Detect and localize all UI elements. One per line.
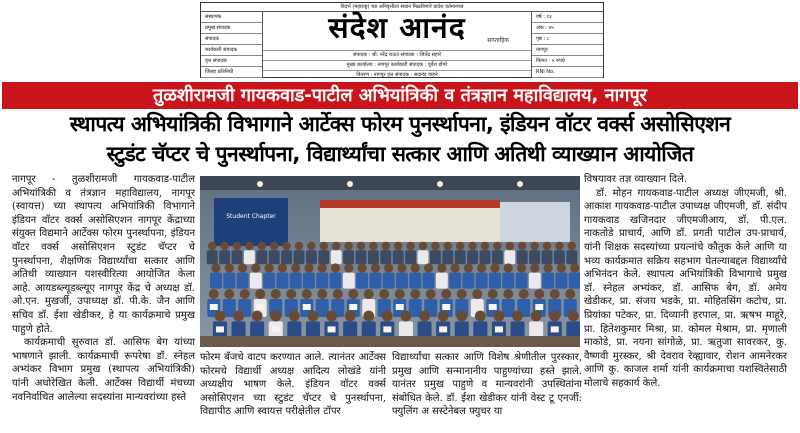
article-column-left <box>12 173 195 431</box>
event-group-photo <box>200 176 580 347</box>
person-head <box>320 242 328 250</box>
person-head <box>363 311 374 322</box>
person-body <box>393 250 404 264</box>
person-head <box>326 311 337 322</box>
person-head <box>503 289 513 299</box>
article-paragraph: कार्यक्रमाची सुरुवात डॉ. आसिफ बेग यांच्या भाषणाने झाली. कार्यक्रमाची रूपरेषा डॉ. स्नेहल अभ्यंकर विभाग प्रमुख (स्थापत्य अभियांत्रिकी) यांनी अधोरेखित केली. आर्टेक्स विद्यार्थी मंचच्या नवनिर्वाचित आलेल्या सदस्यांना मान्यवरांच्या हस्ते <box>12 337 195 403</box>
person-head <box>395 289 405 299</box>
person-body <box>232 250 243 264</box>
person-body <box>449 273 461 289</box>
person-head <box>441 289 451 299</box>
person-body <box>343 273 355 289</box>
certificate <box>495 326 503 332</box>
person-head <box>438 311 449 322</box>
person-head <box>475 311 486 322</box>
masthead-center <box>263 12 531 78</box>
person-head <box>358 263 367 272</box>
person-head <box>570 263 579 272</box>
person-body <box>436 273 448 289</box>
person-head <box>271 289 281 299</box>
person-head <box>382 311 393 322</box>
person-head <box>456 242 464 250</box>
person-body <box>542 273 554 289</box>
person-body <box>569 273 580 289</box>
person-head <box>220 242 228 250</box>
person-head <box>410 289 420 299</box>
person-head <box>302 289 312 299</box>
person-head <box>384 263 393 272</box>
person-body <box>554 250 565 264</box>
person-body <box>281 250 292 264</box>
person-head <box>240 289 250 299</box>
person-head <box>304 263 313 272</box>
person-head <box>477 263 486 272</box>
person-body <box>529 273 541 289</box>
person-body <box>517 250 528 264</box>
masthead-left-row: वृत्त संपादक <box>201 56 262 67</box>
person-head <box>490 263 499 272</box>
person-head <box>419 242 427 250</box>
person-body <box>480 250 491 264</box>
person-head <box>331 263 340 272</box>
person-head <box>209 289 219 299</box>
person-head <box>568 242 576 250</box>
person-head <box>519 289 529 299</box>
person-body <box>256 250 267 264</box>
person-head <box>456 311 467 322</box>
person-body <box>369 273 381 289</box>
masthead-left-row: कार्यकारी संपादक <box>201 45 262 56</box>
certificate <box>551 326 559 332</box>
person-body <box>516 273 528 289</box>
person-body <box>263 273 275 289</box>
certificate <box>216 326 224 332</box>
person-head <box>333 289 343 299</box>
person-head <box>307 242 315 250</box>
person-head <box>291 263 300 272</box>
masthead <box>200 2 604 78</box>
person-head <box>518 242 526 250</box>
masthead-credits <box>263 50 531 80</box>
masthead-credit-line: संपादक : श्री. नरेंद्र राऊत संपादक : जितेंद्र सहारे <box>263 50 531 60</box>
person-body <box>492 250 503 264</box>
person-head <box>504 263 513 272</box>
person-body <box>405 250 416 264</box>
person-head <box>464 263 473 272</box>
person-body <box>476 273 488 289</box>
person-head <box>317 289 327 299</box>
person-head <box>555 242 563 250</box>
person-body <box>383 273 395 289</box>
person-body <box>219 250 230 264</box>
person-body <box>356 273 368 289</box>
masthead-right-row: नागपूर <box>532 45 603 56</box>
person-body <box>331 250 342 264</box>
person-body <box>306 250 317 264</box>
person-head <box>512 311 523 322</box>
masthead-right-row: पृष्ठ : ८ <box>532 34 603 45</box>
person-head <box>265 263 274 272</box>
masthead-right-row: किंमत : ५ रुपये <box>532 56 603 67</box>
person-head <box>252 311 263 322</box>
person-body <box>237 273 249 289</box>
person-body <box>294 250 305 264</box>
masthead-right-panel <box>531 12 603 78</box>
person-head <box>517 263 526 272</box>
person-head <box>332 242 340 250</box>
person-head <box>258 242 266 250</box>
person-body <box>529 250 540 264</box>
person-head <box>208 242 216 250</box>
person-head <box>506 242 514 250</box>
person-body <box>368 250 379 264</box>
person-body <box>396 273 408 289</box>
person-body <box>455 250 466 264</box>
person-body <box>250 273 262 289</box>
article-paragraph: फोरम बॅजचे वाटप करण्यात आले. त्यानंतर आर्टेक्स फोरमचे विद्यार्थी अध्यक्ष आदित्य लोखंडे यांनी अध्यक्षीय भाषण केले. इंडियन वॉटर वर्क्स असोसिएशन च्या स्टुडंट चॅप्टर चे पुनर्स्थापना, विद्यापीठ आणि स्वायत्त परीक्षेतील टॉपर <box>200 352 386 418</box>
certificate <box>396 304 404 310</box>
person-head <box>557 263 566 272</box>
person-body <box>276 273 288 289</box>
person-head <box>289 311 300 322</box>
person-head <box>379 289 389 299</box>
person-head <box>472 289 482 299</box>
person-head <box>282 242 290 250</box>
person-body <box>318 250 329 264</box>
college-banner: तुळशीरामजी गायकवाड-पाटील अभियांत्रिकी व तंत्रज्ञान महाविद्यालय, नागपूर <box>2 82 798 109</box>
article-column-mid-1 <box>200 351 386 431</box>
person-head <box>468 242 476 250</box>
headline-line-2: स्टुडंट चॅप्टर चे पुनर्स्थापना, विद्यार्थ्यांचा सत्कार आणि अतिथी व्याख्यान आयोजित <box>106 142 694 166</box>
person-head <box>411 263 420 272</box>
person-head <box>270 311 281 322</box>
person-head <box>406 242 414 250</box>
person-head <box>431 242 439 250</box>
person-head <box>211 263 220 272</box>
certificate <box>272 326 280 332</box>
person-head <box>451 263 460 272</box>
person-head <box>530 263 539 272</box>
masthead-right-row: वर्ष : १३ <box>532 12 603 23</box>
masthead-credit-line: मुख्य कार्यालय : नागपूर कार्यकारी संपादक : पूर्वेश डोंगरे <box>263 60 531 70</box>
person-head <box>225 263 234 272</box>
person-body <box>504 250 515 264</box>
headline-line-1: स्थापत्य अभियांत्रिकी विभागाने आर्टेक्स फोरम पुनर्स्थापना, इंडियन वॉटर वर्क्स असोसिएशन <box>69 112 731 136</box>
person-body <box>430 250 441 264</box>
person-body <box>343 250 354 264</box>
person-head <box>419 311 430 322</box>
person-head <box>437 263 446 272</box>
person-head <box>534 289 544 299</box>
person-head <box>308 311 319 322</box>
certificate <box>442 304 450 310</box>
newspaper-frequency: साप्ताहिक <box>487 37 509 44</box>
person-body <box>555 273 567 289</box>
person-head <box>544 263 553 272</box>
certificate <box>210 304 218 310</box>
masthead-tagline: विदर्भ (महाराष्ट्र) च्या अनिवृत्तीला संधान मिळविणारे प्रादेश वर्तमानपत्र <box>201 3 603 12</box>
person-head <box>270 242 278 250</box>
person-head <box>424 263 433 272</box>
person-head <box>481 242 489 250</box>
person-body <box>210 273 222 289</box>
person-head <box>457 289 467 299</box>
person-head <box>550 289 560 299</box>
article-paragraph: नागपूर - तुळशीरामजी गायकवाड-पाटील अभियांत्रिकी व तंत्रज्ञान महाविद्यालय, नागपूर (स्वायत्त) च्या स्थापत्य अभियांत्रिकी विभागाने इंडियन वॉटर वर्क्स असोसिएशन नागपूर केंद्राच्या संयुक्त विद्यमाने आर्टेक्स फोरम पुनर्स्थापना, इंडियन वॉटर वर्क्स असोसिएशन स्टुडंट चॅप्टर चे पुनर्स्थापना, शैक्षणिक विद्यार्थ्यांचा सत्कार आणि अतिथी व्याख्यान यशस्वीरित्या आयोजित केला आहे. आयडब्ल्यूडब्ल्यूए नागपूर केंद्र चे अध्यक्ष डॉ. ओ.एन. मुखर्जी, उपाध्यक्ष डॉ. पी.के. जैन आणि सचिव डॉ. ईशा खेडीकर, हे या कार्यक्रमाचे प्रमुख पाहुणे होते. <box>12 174 195 335</box>
newspaper-title: संदेश आनंद <box>328 11 466 46</box>
masthead-left-row: संपादक <box>201 34 262 45</box>
person-body <box>442 250 453 264</box>
masthead-left-row: जिल्हा प्रतिनिधी <box>201 67 262 78</box>
person-body <box>467 250 478 264</box>
person-head <box>543 242 551 250</box>
article-column-mid-2 <box>392 351 582 431</box>
certificate <box>349 304 357 310</box>
person-head <box>531 311 542 322</box>
person-head <box>444 242 452 250</box>
person-head <box>286 289 296 299</box>
person-body <box>409 273 421 289</box>
person-body <box>423 273 435 289</box>
person-head <box>382 242 390 250</box>
person-body <box>462 273 474 289</box>
person-head <box>401 311 412 322</box>
person-head <box>318 263 327 272</box>
person-head <box>245 242 253 250</box>
person-body <box>489 273 501 289</box>
person-head <box>426 289 436 299</box>
person-body <box>542 250 553 264</box>
person-body <box>566 250 577 264</box>
person-head <box>345 311 356 322</box>
certificate <box>256 304 264 310</box>
person-body <box>223 273 235 289</box>
article-paragraph: विद्यार्थ्यांचा सत्कार आणि विशेष श्रेणीतील पुरस्कार, प्रमुख आणि सन्मानानीय पाहुण्यांच्या हस्ते झाले. यानंतर प्रमुख पाहुणे व मान्यवरांनी उपस्थितांना संबोधित केले. डॉ. ईशा खेडीकर यांनी वेस्ट टू एनर्जी: फ्युलिंग अ सस्टेनेबल फ्युचर या <box>392 352 582 418</box>
person-body <box>290 273 302 289</box>
person-head <box>255 289 265 299</box>
person-head <box>394 242 402 250</box>
person-head <box>344 242 352 250</box>
masthead-right-row: अंक : ४५ <box>532 23 603 34</box>
person-head <box>348 289 358 299</box>
person-body <box>330 273 342 289</box>
person-head <box>233 311 244 322</box>
person-head <box>251 263 260 272</box>
masthead-left-row: संस्थापक <box>201 12 262 23</box>
person-head <box>488 289 498 299</box>
person-head <box>530 242 538 250</box>
certificate <box>489 304 497 310</box>
certificate <box>383 326 391 332</box>
person-body <box>356 250 367 264</box>
person-head <box>565 289 575 299</box>
certificate <box>303 304 311 310</box>
person-body <box>502 273 514 289</box>
certificate <box>328 326 336 332</box>
person-head <box>357 242 365 250</box>
person-head <box>224 289 234 299</box>
person-head <box>494 311 505 322</box>
person-body <box>316 273 328 289</box>
person-head <box>238 263 247 272</box>
person-body <box>303 273 315 289</box>
person-head <box>493 242 501 250</box>
article-paragraph: विषयावर तज्ञ व्याख्यान दिले. <box>584 174 688 185</box>
person-head <box>369 242 377 250</box>
person-body <box>269 250 280 264</box>
person-body <box>418 250 429 264</box>
certificate <box>535 304 543 310</box>
person-head <box>371 263 380 272</box>
article-column-right <box>584 173 787 431</box>
person-head <box>568 311 579 322</box>
person-body <box>207 250 218 264</box>
person-body <box>380 250 391 264</box>
person-head <box>549 311 560 322</box>
article-paragraph: डॉ. मोहन गायकवाड-पाटील अध्यक्ष जीएमजी, श्री. आकाश गायकवाड-पाटील उपाध्यक्ष जीएमजी, डॉ. संदीप गायकवाड खजिनदार जीएमजीआय, डॉ. पी.एल. नाकतोडे प्राचार्य, आणि डॉ. प्रगती पाटील उप-प्राचार्य, यांनी शिक्षक सदस्यांच्या प्रयत्नांचे कौतुक केले आणि या भव्य कार्यक्रमात सक्रिय सहभाग घेतल्याबद्दल विद्यार्थ्यांचे अभिनंदन केले. स्थापत्य अभियांत्रिकी विभागाचे प्रमुख डॉ. स्नेहल अभ्यंकर, डॉ. आसिफ बेग, डॉ. अमेय खेडीकर, प्रा. संजय भडके, प्रा. मोहितसिंग कटोच, प्रा. प्रियांका पटेकर, प्रा. दिव्यानी हरपाल, प्रा. ऋषभ माहूरे, प्रा. हितेशकुमार मिश्रा, प्रा. कोमल मेश्राम, प्रा. मृणाली माकोडे, प्रा. नयना सांगोळे, प्रा. ऋतुजा सावरकर, कु. वैष्णवी मुरस्कर, श्री देवराव रेव्ह्यावार, रोशन आमनेरकर आणि कु. काजल शर्मा यांनी कार्यक्रमाचा यशस्वितेसाठी मोलाचे सहकार्य केले. <box>584 187 787 389</box>
screen-text: Student Chapter <box>226 213 276 220</box>
person-head <box>233 242 241 250</box>
certificate <box>439 326 447 332</box>
person-head <box>278 263 287 272</box>
person-head <box>295 242 303 250</box>
masthead-left-row: प्रमुख संपादक <box>201 23 262 34</box>
person-head <box>364 289 374 299</box>
person-head <box>215 311 226 322</box>
masthead-left-panel <box>201 12 263 78</box>
masthead-credit-line: वितरण : नागपूर वृत्त संपादक : सदानंद वाहने <box>263 70 531 80</box>
masthead-right-row: RNI No. <box>532 67 603 78</box>
person-head <box>344 263 353 272</box>
person-head <box>397 263 406 272</box>
person-body <box>244 250 255 264</box>
